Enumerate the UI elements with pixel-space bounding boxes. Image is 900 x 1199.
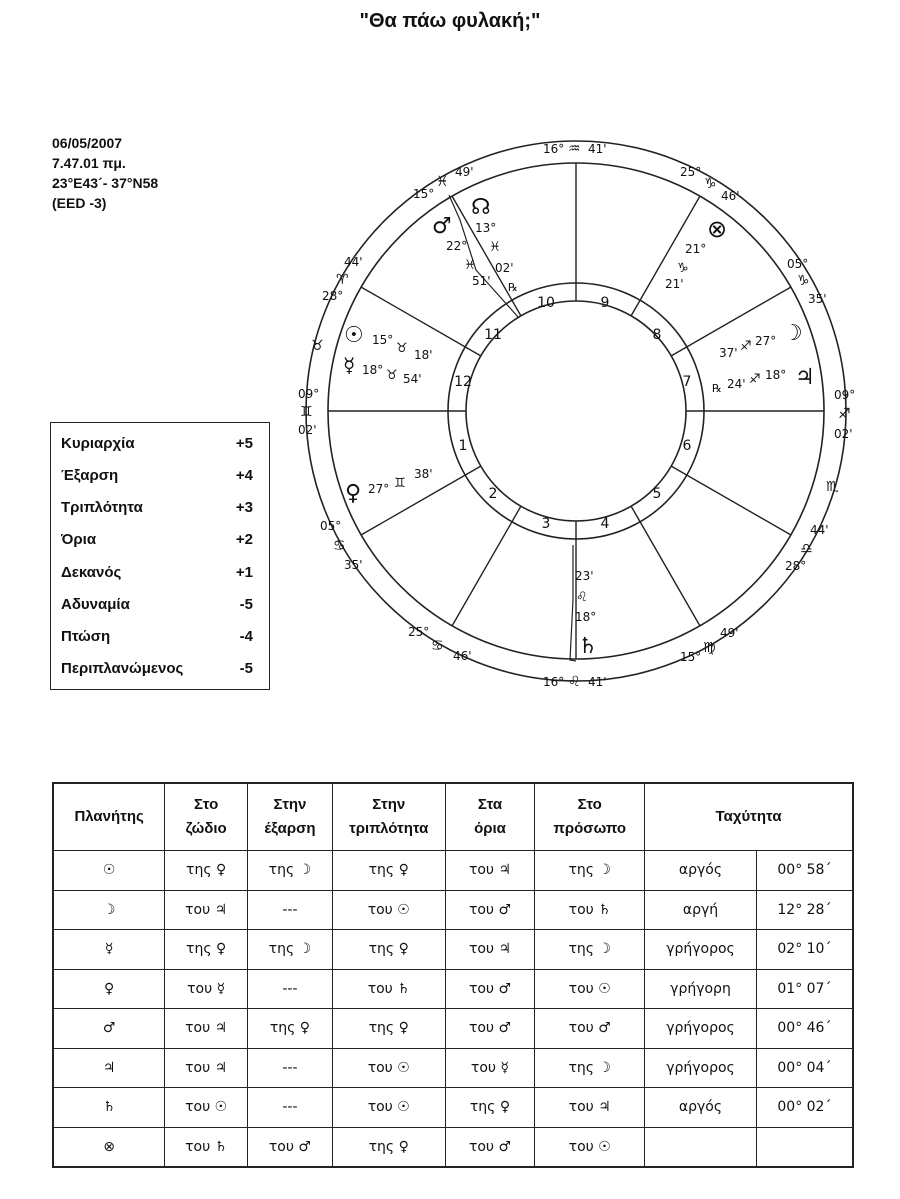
chart-timezone: (EED -3) [52,195,107,211]
speed-label: αργή [645,890,757,930]
moon-minute: 37' [719,346,738,360]
saturn-degree: 18° [575,610,597,624]
speed-label: γρήγορος [645,1009,757,1049]
saturn-sign: ♌ [576,590,588,605]
sun-minute: 18' [414,348,433,362]
header-sign-line1: Στο [194,796,219,813]
house-number-8: 8 [652,327,662,343]
fortune-icon: ⊗ [707,215,728,243]
exaltation-ruler: --- [248,890,333,930]
cusp-line-5 [631,506,700,626]
house-number-4: 4 [600,516,610,532]
cusp-5-sign: ♍ [703,640,716,656]
sign-ruler: του ☉ [165,1088,248,1128]
jupiter-icon: ♃ [795,365,815,390]
intercepted-scorpio-sign: ♏ [826,479,839,495]
speed-value: 02° 10´ [756,930,853,970]
jupiter-degree: 18° [765,368,787,382]
terms-ruler: του ☿ [445,1048,535,1088]
jupiter-minute: 24' [727,377,746,391]
cusp-9-degree: 25° [680,165,702,179]
cusp-4-sign: ♌ [568,674,581,690]
sign-ruler: της ♀ [165,930,248,970]
planet-venus [345,467,433,506]
planet-moon [719,321,803,360]
table-header-row [53,783,853,851]
planet-glyph: ♃ [53,1048,165,1088]
header-exaltation [248,783,333,851]
dignity-value: +1 [235,564,253,581]
triplicity-ruler: της ♀ [332,1127,445,1167]
planet-glyph: ♄ [53,1088,165,1128]
speed-label [645,1127,757,1167]
triplicity-ruler: του ♄ [332,969,445,1009]
face-ruler: της ☽ [535,851,645,891]
dignity-value: +3 [235,499,253,516]
cusp-11-minute: 49' [455,165,474,179]
triplicity-ruler: της ♀ [332,851,445,891]
cusp-3-degree: 25° [408,625,430,639]
face-ruler: του ☉ [535,969,645,1009]
terms-ruler: του ♂ [445,890,535,930]
dignity-value: +2 [235,531,253,548]
terms-ruler: του ♂ [445,1127,535,1167]
cusp-8-degree: 05° [787,257,809,271]
cusp-1-sign: ♊ [300,404,313,420]
planet-mercury [343,353,422,386]
dignity-value: -5 [239,596,253,613]
sign-ruler: του ♃ [165,1048,248,1088]
header-sign-line2: ζώδιο [185,820,227,837]
chart-coordinates: 23°E43´- 37°N58 [52,175,159,191]
triplicity-ruler: της ♀ [332,1009,445,1049]
jupiter-sign: ♐ [749,372,761,387]
fortune-sign: ♑ [677,261,689,276]
house-number-3: 3 [541,516,551,532]
cusp-line-9 [631,196,700,316]
house-number-11: 11 [484,327,502,343]
speed-label: αργός [645,851,757,891]
mars-sign: ♓ [464,258,476,273]
cusp-7-degree: 09° [834,388,856,402]
mercury-minute: 54' [403,372,422,386]
cusp-11-degree: 15° [413,187,435,201]
dignity-label: Περιπλανώμενος [61,660,184,677]
moon-icon: ☽ [783,321,803,346]
planet-glyph: ☿ [53,930,165,970]
node-sign: ♓ [489,240,501,255]
cusp-10-minute: 41' [588,142,607,156]
speed-value [756,1127,853,1167]
moon-degree: 27° [755,334,777,348]
dignity-label: Τριπλότητα [61,499,143,516]
header-exaltation-line1: Στην [273,796,307,813]
exaltation-ruler: της ♀ [248,1009,333,1049]
sun-degree: 15° [372,333,394,347]
triplicity-ruler: του ☉ [332,890,445,930]
speed-value: 00° 46´ [756,1009,853,1049]
mars-degree: 22° [446,239,468,253]
triplicity-ruler: του ☉ [332,1088,445,1128]
triplicity-ruler: της ♀ [332,930,445,970]
speed-value: 00° 58´ [756,851,853,891]
house-number-5: 5 [652,486,662,502]
cusp-8-minute: 35' [808,292,827,306]
speed-label: αργός [645,1088,757,1128]
cusp-1-degree: 09° [298,387,320,401]
jupiter-retrograde: ℞ [712,382,722,395]
planet-fortune [665,215,727,291]
sign-ruler: του ☿ [165,969,248,1009]
terms-ruler: του ♂ [445,969,535,1009]
planet-glyph: ☽ [53,890,165,930]
terms-ruler: της ♀ [445,1088,535,1128]
face-ruler: της ☽ [535,1048,645,1088]
table-row [53,851,853,891]
dignity-value: +4 [235,467,253,484]
header-terms-line1: Στα [477,796,503,813]
cusp-lines [328,163,824,659]
dignity-value: -5 [239,660,253,677]
saturn-icon: ♄ [578,634,598,659]
cusp-6-degree: 28° [785,559,807,573]
cusp-7-sign: ♐ [838,406,851,422]
terms-ruler: του ♃ [445,930,535,970]
house-number-10: 10 [537,295,555,311]
face-ruler: του ♂ [535,1009,645,1049]
cusp-10-degree: 16° [543,142,565,156]
cusp-10-sign: ♒ [568,141,581,157]
face-ruler: του ♃ [535,1088,645,1128]
exaltation-ruler: του ♂ [248,1127,333,1167]
table-row [53,1088,853,1128]
venus-icon: ♀ [345,481,362,506]
house-number-7: 7 [682,374,692,390]
venus-sign: ♊ [394,476,406,491]
cusp-2-sign: ♋ [333,538,346,554]
face-ruler: του ☉ [535,1127,645,1167]
cusp-3-sign: ♋ [431,638,444,654]
speed-label: γρήγορος [645,1048,757,1088]
dignity-value: +5 [235,435,253,452]
mars-icon: ♂ [432,214,452,239]
fortune-minute: 21' [665,277,684,291]
cusp-line-3 [452,506,521,626]
planetary-rulers-table [52,782,854,1168]
chart-date: 06/05/2007 [52,135,123,151]
speed-label: γρήγορη [645,969,757,1009]
cusp-5-degree: 15° [680,650,702,664]
cusp-2-minute: 35' [344,558,363,572]
sign-ruler: του ♃ [165,890,248,930]
cusp-12-sign: ♈ [336,272,349,288]
planet-jupiter [712,365,815,395]
cusp-11-sign: ♓ [436,174,449,190]
terms-ruler: του ♃ [445,851,535,891]
speed-value: 00° 04´ [756,1048,853,1088]
node-minute: 02' [495,261,514,275]
speed-value: 12° 28´ [756,890,853,930]
dignity-label: Όρια [61,531,97,548]
moon-sign: ♐ [740,339,752,354]
table-row [53,1009,853,1049]
exaltation-ruler: της ☽ [248,930,333,970]
dignity-value: -4 [239,628,253,645]
cusp-3-minute: 46' [453,649,472,663]
venus-minute: 38' [414,467,433,481]
sun-icon: ☉ [344,323,364,348]
header-sign [165,783,248,851]
sign-ruler: του ♄ [165,1127,248,1167]
cusp-line-6 [671,466,791,535]
triplicity-ruler: του ☉ [332,1048,445,1088]
cusp-9-minute: 46' [721,189,740,203]
house-number-1: 1 [458,438,468,454]
sun-sign: ♉ [396,341,408,356]
header-planet: Πλανήτης [53,783,165,851]
header-face-line1: Στο [577,796,602,813]
node-icon: ☊ [471,195,491,220]
table-row [53,1127,853,1167]
header-terms-line2: όρια [474,820,506,837]
header-speed: Ταχύτητα [645,783,853,851]
header-triplicity-line1: Στην [372,796,406,813]
exaltation-ruler: της ☽ [248,851,333,891]
planet-saturn [575,569,598,659]
header-triplicity-line2: τριπλότητα [349,820,429,837]
house-ring-outer [448,283,704,539]
face-ruler: του ♄ [535,890,645,930]
speed-label: γρήγορος [645,930,757,970]
face-ruler: της ☽ [535,930,645,970]
house-number-9: 9 [600,295,610,311]
exaltation-ruler: --- [248,1088,333,1128]
header-face-line2: πρόσωπο [553,820,627,837]
cusp-2-degree: 05° [320,519,342,533]
planet-glyph: ♀ [53,969,165,1009]
table-row [53,890,853,930]
dignity-label: Δεκανός [61,564,122,581]
table-row [53,1048,853,1088]
chart-time: 7.47.01 πμ. [52,155,126,171]
cusp-12-minute: 44' [344,255,363,269]
cusp-6-sign: ♎ [800,541,813,557]
intercepted-taurus-sign: ♉ [311,338,324,354]
cusp-4-degree: 16° [543,675,565,689]
speed-value: 00° 02´ [756,1088,853,1128]
sign-ruler: του ♃ [165,1009,248,1049]
mercury-degree: 18° [362,363,384,377]
dignity-label: Έξαρση [61,467,119,484]
cusp-8-sign: ♑ [797,273,810,289]
header-triplicity [332,783,445,851]
planet-glyph: ⊗ [53,1127,165,1167]
cusp-4-minute: 41' [588,675,607,689]
exaltation-ruler: --- [248,969,333,1009]
planet-glyph: ☉ [53,851,165,891]
page-title: "Θα πάω φυλακή;" [359,10,541,32]
mars-minute: 51' [472,274,491,288]
house-number-6: 6 [682,438,692,454]
speed-value: 01° 07´ [756,969,853,1009]
planet-glyph: ♂ [53,1009,165,1049]
cusp-12-degree: 28° [322,289,344,303]
dignity-label: Πτώση [61,628,111,645]
saturn-minute: 23' [575,569,594,583]
table-row [53,969,853,1009]
dignity-label: Αδυναμία [61,596,130,613]
house-number-2: 2 [488,486,498,502]
cusp-7-minute: 02' [834,427,853,441]
cusp-1-minute: 02' [298,423,317,437]
terms-ruler: του ♂ [445,1009,535,1049]
mercury-icon: ☿ [343,353,356,377]
header-terms [445,783,535,851]
dignity-label: Κυριαρχία [61,435,135,452]
venus-degree: 27° [368,482,390,496]
node-retrograde: ℞ [508,281,518,294]
fortune-degree: 21° [685,242,707,256]
header-face [535,783,645,851]
house-numbers [454,295,691,532]
table-row [53,930,853,970]
cusp-5-minute: 49' [720,626,739,640]
cusp-9-sign: ♑ [704,176,717,192]
header-exaltation-line2: έξαρση [264,820,316,837]
house-number-12: 12 [454,374,472,390]
sign-ruler: της ♀ [165,851,248,891]
node-degree: 13° [475,221,497,235]
exaltation-ruler: --- [248,1048,333,1088]
mercury-sign: ♉ [386,368,398,383]
cusp-6-minute: 44' [810,523,829,537]
planet-sun [344,323,433,362]
